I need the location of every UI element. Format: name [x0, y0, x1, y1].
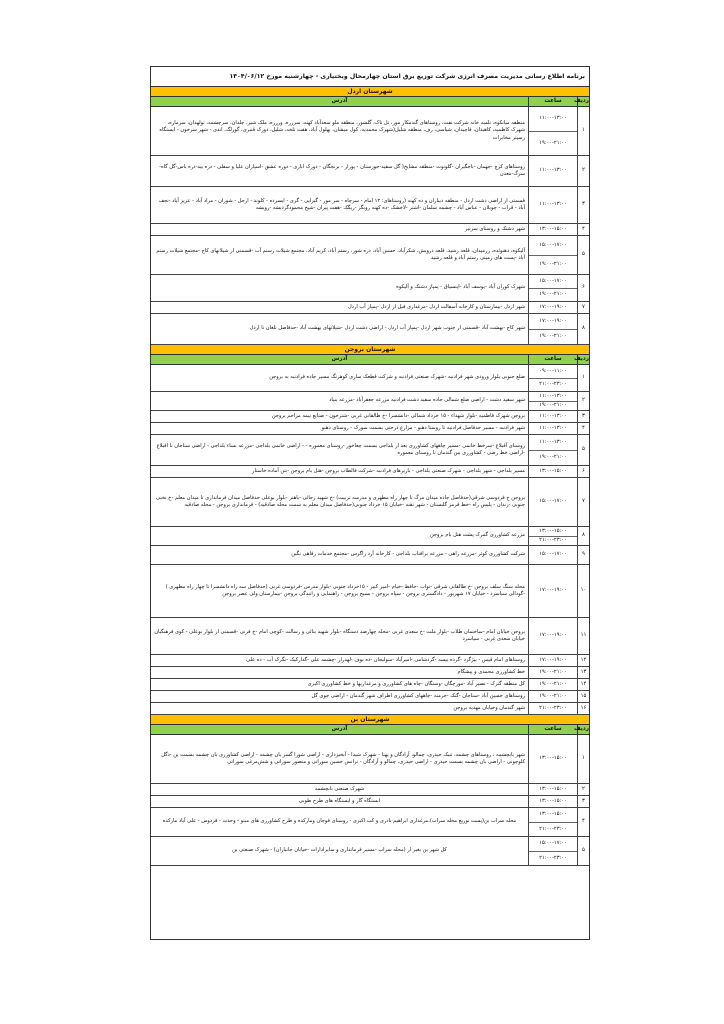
table-row: [151, 236, 589, 275]
time-cell: [528, 784, 577, 795]
row-number: ۱: [577, 735, 589, 783]
column-header-row-number: ردیف: [574, 98, 589, 104]
time-slot: ۱۹:۰۰-۲۱:۰۰: [539, 402, 567, 409]
county-header: شهرستان بن: [151, 715, 589, 725]
address-text: شهر دشتک و روستای سربیر: [464, 225, 525, 232]
address-cell: [151, 655, 528, 666]
address-text: روستاهای حسین آباد -سناجان -گنک -جرمنه -چاههای کشاورزی اطراف شهر گندمان - اراضی جوی گل: [311, 692, 525, 699]
address-cell: [151, 837, 528, 865]
table-row: [151, 224, 589, 236]
table-row: [151, 275, 589, 302]
table-row: [151, 478, 589, 527]
address-cell: [151, 435, 528, 465]
address-text: کل شهر بن بغیر از (محله سراب -مسیر فرمانداری و سایرادارات -خیابان جانبازان) - شهرک صنعتی بن: [232, 847, 447, 854]
time-slot: ۱۱:۰۰-۱۳:۰۰: [539, 167, 567, 174]
column-header-row: [151, 97, 589, 107]
table-row: [151, 546, 589, 565]
time-cell: [528, 808, 577, 836]
time-slot: ۱۹:۰۰-۲۱:۰۰: [539, 291, 567, 298]
table-row: [151, 314, 589, 345]
time-cell: [528, 735, 577, 783]
table-row: [151, 618, 589, 655]
address-text: روستاهای امام قیس - بیژگرد -گرده بیسه -گردشامی -امیرآباد -سولیجان -ده نوف -لهدراز -چشمه علی -گدارکیک -نگرک آب - ده علی: [246, 656, 525, 663]
time-cell: [528, 527, 577, 545]
address-cell: [151, 784, 528, 795]
address-text: شهر کاج -بهشت آباد -قسمتی از جنوب شهر اردل -پمپاژ آب اردل - اراضی دشت اردل -شیلاتهای بهشت آباد -حدفاصل تلغان تا اردل: [249, 325, 525, 332]
table-row: [151, 302, 589, 314]
time-slot: ۲۱:۰۰-۲۳:۰۰: [539, 537, 567, 544]
address-cell: [151, 365, 528, 391]
address-text: ایستگاه گاز و ایستگاه های طرح طوبی: [298, 797, 381, 804]
time-slot: ۱۳:۰۰-۱۵:۰۰: [539, 797, 567, 804]
address-cell: [151, 735, 528, 783]
time-slot: ۱۵:۰۰-۱۷:۰۰: [529, 275, 577, 289]
address-cell: [151, 107, 528, 155]
row-number: ۳: [577, 411, 589, 422]
address-text: منطقه میانکوه، تلمبه خانه شرکت نفت، روستاهای گندمکار مور، تل تاک، گلشور، منطقه ملو سعدآباد کهنه، سرزره، ورزره، ملک شیر، چلدان، سرچشمه، تولهدان، سرمازه، شهرک کاظمیه، کاهبدان، قاچیدان، شیاسی، رف، منطقه شلیل(شهرک محمدیه، کول میشان، پهلول آباد، هفت تلخه، شلیل، دورک قنبری، گوزلگ، اندی - شهر سرخون - ایستگاه رسیتر مخابرات: [159, 119, 525, 141]
county-header: شهرستان اردل: [151, 87, 589, 97]
schedule-sheet: [150, 66, 590, 940]
table-row: [151, 565, 589, 618]
row-number: ۳: [577, 796, 589, 807]
row-number: ۲: [577, 392, 589, 410]
row-number: ۴: [577, 808, 589, 836]
address-cell: [151, 546, 528, 564]
table-row: [151, 784, 589, 796]
table-row: [151, 527, 589, 546]
row-number: ۱۲: [577, 655, 589, 666]
time-slot: ۰۹:۰۰-۱۱:۰۰: [529, 365, 577, 379]
address-text: محله سنگ سلف بروجن -خ طالقانی شرقی -نواب -حافظ -خیام -امیر کبیر - ۱۵خرداد جنوبی -بلوار مدرس -فردوسی غربی (حدفاصل سه راه دانشسرا تا چهار راه مطهری ) -گودالی سیاسرد - خیابان ۱۷ شهریور - دادگستری بروجن - سپاه بروجن - بسیج بروجن - راهنمایی و رانندگی بروجن -بیمارستان ولی عصر بروجن: [165, 583, 525, 597]
table-row: [151, 107, 589, 156]
address-cell: [151, 392, 528, 410]
time-cell: [528, 546, 577, 564]
table-row: [151, 691, 589, 703]
row-number: ۴: [577, 423, 589, 434]
time-slot: ۱۳:۰۰-۱۵:۰۰: [529, 808, 577, 823]
time-slot: ۲۱:۰۰-۲۳:۰۰: [539, 825, 567, 832]
time-slot: ۱۵:۰۰-۱۷:۰۰: [529, 837, 577, 852]
time-cell: [528, 187, 577, 223]
address-text: شرکت کشاورزی کوثر -مزرعه راهی - مزرعه برافتاب بلداجی - کارخانه آرد زاگرس -مجتمع خدمات رفاهی نگین: [291, 551, 525, 558]
address-text: روستای آقبلاغ -سرخط خانمی -مسیر چاههای کشاورزی بعد از بلداجی بسمت چغاخور -روستای معموره - - اراضی خانمی بلداجی -مزرعه نساء بلداجی - اراضی سناجان تا اقبلاغ -اراضی خط رضی - کشاورزی بین گندمان تا روستای معموره: [156, 442, 525, 456]
column-header-address: آدرس: [331, 356, 348, 362]
row-number: ۸: [577, 527, 589, 545]
address-text: قسمتی از اراضی دشت اردل - منطقه دیناران و ده کهنه (روستاهای: ۱۲ امام - سرچاه - سر مور - گبرایی - گری - ایسرده - کلوند - ارجل - شوران - مراد آباد - عزیز آباد -نجف آباد - قراب - چوبلان - عباس آباد - چشمه سلمان -اشتر -لاخشک -ده کهنه روبگر -ریگک -هفت پیران -شیخ محمودگردیشه -رویشه: [158, 197, 525, 211]
row-number: ۹: [577, 546, 589, 564]
address-text: شهر گندمان وخیابان مهدیه بروجن: [453, 704, 525, 711]
row-number: ۷: [577, 478, 589, 526]
county-section: [151, 87, 589, 345]
row-number: ۷: [577, 302, 589, 313]
time-cell: [528, 423, 577, 434]
table-row: [151, 435, 589, 466]
address-text: شهر فرادنبه - مسیر حدفاصل فرادنبه تا روستا دهنو - مزارع درختی بسمت سورک - روستای دهنو: [321, 424, 525, 431]
table-row: [151, 365, 589, 392]
address-cell: [151, 667, 528, 678]
time-slot: ۱۷:۰۰-۱۹:۰۰: [529, 314, 577, 330]
time-cell: [528, 392, 577, 410]
row-number: ۵: [577, 236, 589, 274]
address-cell: [151, 808, 528, 836]
time-cell: [528, 679, 577, 690]
row-number: ۱: [577, 365, 589, 391]
row-number: ۱۵: [577, 691, 589, 702]
time-slot: ۱۱:۰۰-۱۳:۰۰: [539, 424, 567, 431]
address-text: روستاهای کرچ -جهمان -باجگیران -گلوتوت -منطقه مشایخ( گل سفید-جوزستان - پوراز - برنجگان - دورک اناری - دوره عشق -اسپاران علیا و سفلی - دره بید-دره باس-گل گاه-سرگ-معدن: [159, 163, 525, 177]
address-cell: [151, 618, 528, 654]
row-number: ۵: [577, 435, 589, 465]
column-header-row-number: ردیف: [574, 726, 589, 732]
time-cell: [528, 837, 577, 865]
time-slot: ۱۳:۰۰-۱۵:۰۰: [539, 755, 567, 762]
address-cell: [151, 423, 528, 434]
table-row: [151, 679, 589, 691]
address-text: بروجن خیابان امام -ساختمان طلاب -بلوار ملت -خ سعدی غربی -محله چهارصد دستگاه -بلوار شهید بنائی و رسالت -کوچی امام -خ فرنی -قسمتی از بلوار بوعلی - کوی فرهنگیان خیابان سعدی غربی - سیاسرد: [154, 628, 525, 642]
address-cell: [151, 796, 528, 807]
time-slot: ۲۱:۰۰-۲۳:۰۰: [539, 381, 567, 388]
time-cell: [528, 618, 577, 654]
county-section: [151, 345, 589, 715]
time-slot: ۲۱:۰۰-۲۳:۰۰: [539, 704, 567, 711]
time-cell: [528, 435, 577, 465]
address-cell: [151, 236, 528, 274]
time-cell: [528, 565, 577, 617]
row-number: ۸: [577, 314, 589, 344]
table-row: [151, 466, 589, 478]
row-number: ۱۶: [577, 703, 589, 714]
table-row: [151, 187, 589, 224]
address-text: محله سراب بن(پست توزیع محله سراب)،مرغداری ابراهیم نادری و کب اکبری - روستای فوجان ومارکده و طرح کشاورزی های مبتو - وحدت - فردوس - علی آباد مارکده: [162, 818, 517, 825]
time-cell: [528, 667, 577, 678]
column-header-address: آدرس: [331, 98, 348, 104]
address-text: آلیکوه، دهنوئده، زرمیدان، قلعه رشید، قلعه درویش، شکرآباد، حسین آباد، دره شور، رستم آباد، کریم آباد، مجتمع شیلات رستم آب -قسمتی از شیلاتهای کاج -مجتمع شیلات رستم آباد -پست های زمینی رستم آباد و قلعه رشید: [156, 247, 525, 261]
column-header-time: ساعت: [528, 725, 577, 734]
time-cell: [528, 411, 577, 422]
address-cell: [151, 275, 528, 301]
time-slot: ۱۹:۰۰-۲۱:۰۰: [539, 668, 567, 675]
time-cell: [528, 365, 577, 391]
time-slot: ۱۹:۰۰-۲۱:۰۰: [539, 680, 567, 687]
time-slot: ۱۱:۰۰-۱۳:۰۰: [529, 435, 577, 451]
address-cell: [151, 691, 528, 702]
time-cell: [528, 224, 577, 235]
address-cell: [151, 679, 528, 690]
time-slot: ۲۱:۰۰-۲۳:۰۰: [539, 854, 567, 861]
column-header-time: ساعت: [528, 97, 577, 106]
table-row: [151, 796, 589, 808]
address-cell: [151, 703, 528, 714]
table-row: [151, 808, 589, 837]
address-text: شهرک صنعتی بانچشمه: [314, 785, 365, 792]
table-row: [151, 837, 589, 866]
column-header-row: [151, 725, 589, 735]
time-slot: ۱۱:۰۰-۱۳:۰۰: [539, 201, 567, 208]
table-row: [151, 703, 589, 715]
column-header-row: [151, 355, 589, 365]
time-cell: [528, 478, 577, 526]
time-slot: ۱۹:۰۰-۲۱:۰۰: [539, 261, 567, 268]
address-cell: [151, 527, 528, 545]
time-slot: ۱۷:۰۰-۱۹:۰۰: [539, 632, 567, 639]
county-header: شهرستان بروجن: [151, 345, 589, 355]
address-text: شهر اردل -بیمارستان و کارخانه آسفالت اردل -مرغداری فیل از اردل -پمپاژ آب اردل: [347, 303, 525, 310]
time-slot: ۱۳:۰۰-۱۵:۰۰: [539, 467, 567, 474]
table-row: [151, 735, 589, 784]
time-cell: [528, 703, 577, 714]
address-text: شهر سفید دشت - اراضی ضلع شمالی جاده سفید دشت فرادنبه مزرعه جعفرآباد -مزرعه بنیاد: [329, 397, 525, 404]
row-number: ۱۱: [577, 618, 589, 654]
row-number: ۱: [577, 107, 589, 155]
address-text: شهر بانچشمه ، روستاهای چشمه، تنبک حیدری، چمالو، آزادگان و یهنا - شهرک شیدا - آبخیزداری - اراضی شورا گسر بان چشمه - اراضی کشاورزی بان چشمه بسمت بن -دگل کلوچونی - اراضی بان چشمه بسمت حیدری - اراضی حیدری، چمالو و آزادگان - ترانس حسین سوراتی و منصور سوراتی و شش‌مرغی سوراتی: [161, 751, 525, 765]
address-cell: [151, 156, 528, 186]
time-cell: [528, 236, 577, 274]
time-slot: ۱۹:۰۰-۲۱:۰۰: [539, 139, 567, 146]
table-row: [151, 392, 589, 411]
row-number: ۶: [577, 275, 589, 301]
row-number: ۱۰: [577, 565, 589, 617]
address-cell: [151, 187, 528, 223]
county-section: [151, 715, 589, 866]
address-cell: [151, 411, 528, 422]
table-row: [151, 667, 589, 679]
table-row: [151, 411, 589, 423]
time-slot: ۱۱:۰۰-۱۳:۰۰: [539, 412, 567, 419]
time-slot: ۱۷:۰۰-۱۹:۰۰: [539, 587, 567, 594]
column-header-address: آدرس: [331, 726, 348, 732]
table-row: [151, 655, 589, 667]
time-cell: [528, 314, 577, 344]
time-cell: [528, 302, 577, 313]
row-number: ۱۴: [577, 679, 589, 690]
address-cell: [151, 302, 528, 313]
time-slot: ۱۳:۰۰-۱۵:۰۰: [539, 225, 567, 232]
row-number: ۲: [577, 156, 589, 186]
row-number: ۶: [577, 466, 589, 477]
address-text: مسیر بلداجی - شهر بلداجی - شهرک صنعتی بلداجی - بازیرهای فرادنبه -شرکت فالطاب بروجن -هتل بام بروجن -بتن آماده خاستار: [252, 467, 525, 474]
address-text: شهرک کوران آباد -یوسف آباد -اینسیاق - پمپاژ دشتک و آلیکوه: [396, 284, 525, 291]
column-header-row-number: ردیف: [574, 356, 589, 362]
column-header-time: ساعت: [528, 355, 577, 364]
time-slot: ۱۳:۰۰-۱۵:۰۰: [529, 527, 577, 537]
time-cell: [528, 655, 577, 666]
address-text: مزرعه کشاورزی گمرک پشت هتل بام بروجن: [430, 532, 525, 539]
page-title: برنامه اطلاع رسانی مدیریت مصرف انرژی شرکت توزیع برق استان چهارمحال وبختیاری - چهارشنبه مورخ ۱۴۰۴/۰۶/۱۲: [151, 67, 589, 87]
table-row: [151, 156, 589, 187]
time-slot: ۱۵:۰۰-۱۷:۰۰: [529, 236, 577, 256]
address-text: خط کشاورزی محمدی و پیشگام: [457, 668, 525, 675]
address-text: بروجن شهرک فاطمیه -بلوار شهداء - ۱۵ خرداد شمالی -دانشسرا -خ طالقانی غربی -شترخون - صنایع نیمه مزاحم بروجن: [271, 412, 525, 419]
address-cell: [151, 224, 528, 235]
time-cell: [528, 107, 577, 155]
row-number: ۳: [577, 187, 589, 223]
address-cell: [151, 478, 528, 526]
time-slot: ۱۷:۰۰-۱۹:۰۰: [539, 656, 567, 663]
address-cell: [151, 466, 528, 477]
time-cell: [528, 466, 577, 477]
address-cell: [151, 314, 528, 344]
address-text: بروجن خ فردوسی شرقی(حدفاصل جاده میدان مرگ تا چهار راه مطهری و مدرسه تربیت) -خ شهید رجائی -باهنر -بلوار بوعلی حدفاصل میدان فرمانداری تا میدان معلم -خ نخبی جنوبی -زندان - پلیس راه -خط قرمز گلبستان - شهر نقنه -خیابان ۱۵ خرداد جنوبی(حدفاصل میدان معلم به سمت محله صادقیه) - فرمانداری بروجن - محله صادقیه: [156, 494, 525, 508]
row-number: ۱۳: [577, 667, 589, 678]
row-number: ۵: [577, 837, 589, 865]
row-number: ۴: [577, 224, 589, 235]
time-slot: ۱۱:۰۰-۱۳:۰۰: [529, 107, 577, 132]
time-slot: ۱۹:۰۰-۲۱:۰۰: [539, 454, 567, 461]
time-slot: ۱۵:۰۰-۱۷:۰۰: [539, 498, 567, 505]
time-slot: ۱۹:۰۰-۲۱:۰۰: [539, 333, 567, 340]
time-cell: [528, 691, 577, 702]
time-slot: ۱۵:۰۰-۱۷:۰۰: [539, 551, 567, 558]
time-slot: ۱۹:۰۰-۲۱:۰۰: [539, 692, 567, 699]
address-text: کل منطقه گنرک - نصیر آباد -مورچگان -وسنگان -چاه های کشاورزی و مرغداریها و خط کشاورزی اکبری: [307, 680, 525, 687]
time-cell: [528, 156, 577, 186]
address-text: ضلع جنوبی بلوار ورودی شهر فرادنبه -شهرک صنعتی فرادنبه و شرکت قطعک سازی کوهرنگ مسیر جاده فرادنبه به بروجن: [269, 374, 525, 381]
address-cell: [151, 565, 528, 617]
sections-container: [151, 87, 589, 866]
time-slot: ۱۱:۰۰-۱۳:۰۰: [529, 392, 577, 402]
time-cell: [528, 796, 577, 807]
time-slot: ۱۷:۰۰-۱۹:۰۰: [539, 303, 567, 310]
table-row: [151, 423, 589, 435]
time-slot: ۱۳:۰۰-۱۵:۰۰: [539, 785, 567, 792]
time-cell: [528, 275, 577, 301]
row-number: ۲: [577, 784, 589, 795]
